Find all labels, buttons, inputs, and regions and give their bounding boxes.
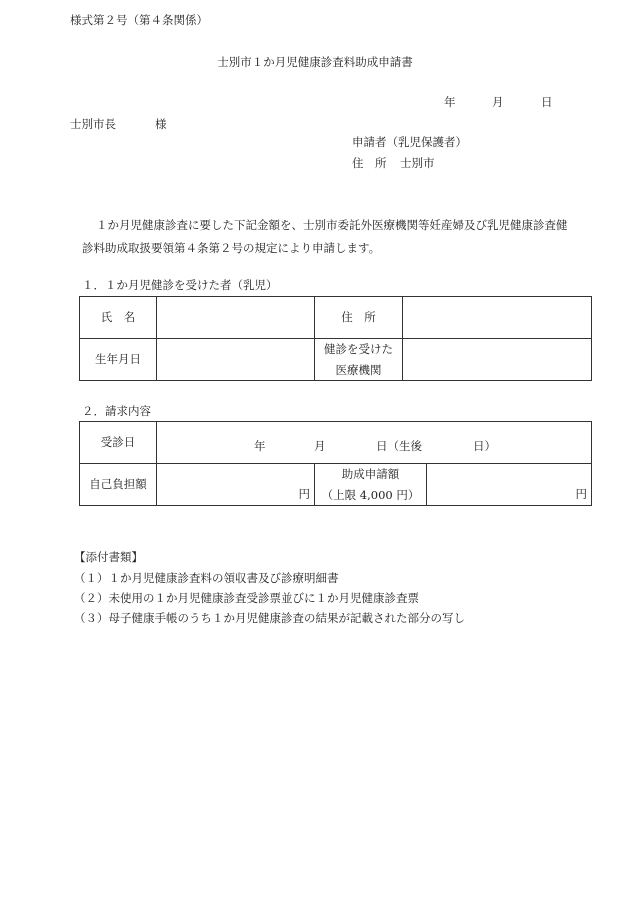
section1-heading: １．１か月児健診を受けた者（乳児）	[82, 278, 278, 292]
institution-label	[315, 339, 403, 381]
visit-date-end: 日）	[473, 439, 496, 453]
table-row	[80, 464, 592, 506]
birthdate-label: 生年月日	[80, 339, 157, 381]
infant-info-table	[79, 296, 592, 381]
address-input-cell[interactable]	[403, 297, 592, 339]
attachments-heading: 【添付書類】	[74, 550, 143, 564]
institution-label-line-1: 健診を受けた	[324, 342, 393, 357]
attachment-item: （２）未使用の１か月児健康診査受診票並びに１か月児健康診査票	[74, 591, 419, 605]
subsidy-limit: （上限 4,000 円）	[321, 487, 420, 502]
applicant-address-label: 住 所	[352, 156, 387, 170]
subsidy-input-cell[interactable]	[427, 464, 592, 506]
subsidy-label-cell	[315, 464, 427, 506]
visit-date-month: 月	[314, 439, 326, 453]
date-day-label: 日	[541, 95, 553, 109]
section2-heading: ２．請求内容	[82, 404, 151, 418]
table-row	[80, 297, 592, 339]
applicant-label: 申請者（乳児保護者）	[352, 135, 467, 149]
visit-date-input-cell[interactable]	[157, 422, 592, 464]
institution-input-cell[interactable]	[403, 339, 592, 381]
institution-label-line-2: 医療機関	[335, 362, 382, 377]
form-number: 様式第２号（第４条関係）	[70, 13, 208, 27]
addressee-name: 士別市長	[70, 117, 116, 131]
subsidy-label: 助成申請額	[341, 467, 400, 482]
date-month-label: 月	[492, 95, 504, 109]
addressee-honorific: 様	[155, 117, 167, 131]
self-pay-label: 自己負担額	[80, 464, 157, 506]
document-title: 士別市１か月児健康診査料助成申請書	[217, 55, 413, 69]
attachment-item: （３）母子健康手帳のうち１か月児健康診査の結果が記載された部分の写し	[74, 611, 465, 625]
table-row	[80, 422, 592, 464]
subsidy-yen-unit: 円	[575, 487, 588, 502]
visit-date-label: 受診日	[80, 422, 157, 464]
body-text-line-1: １か月児健康診査に要した下記金額を、士別市委託外医療機関等妊産婦及び乳児健康診査健	[96, 218, 568, 232]
self-pay-yen-unit: 円	[298, 487, 310, 502]
body-paragraph	[82, 214, 594, 260]
attachment-item: （１）１か月児健康診査料の領収書及び診療明細書	[74, 571, 339, 585]
address-label: 住 所	[315, 297, 403, 339]
applicant-address-value: 士別市	[400, 156, 435, 170]
claim-table	[79, 421, 592, 506]
visit-date-year: 年	[254, 439, 266, 453]
name-input-cell[interactable]	[157, 297, 315, 339]
date-year-label: 年	[444, 95, 456, 109]
self-pay-input-cell[interactable]	[157, 464, 315, 506]
visit-date-day-after-birth: 日（生後	[376, 439, 422, 453]
name-label: 氏 名	[80, 297, 157, 339]
body-text-line-2: 診料助成取扱要領第４条第２号の規定により申請します。	[82, 241, 381, 255]
table-row	[80, 339, 592, 381]
birthdate-input-cell[interactable]	[157, 339, 315, 381]
